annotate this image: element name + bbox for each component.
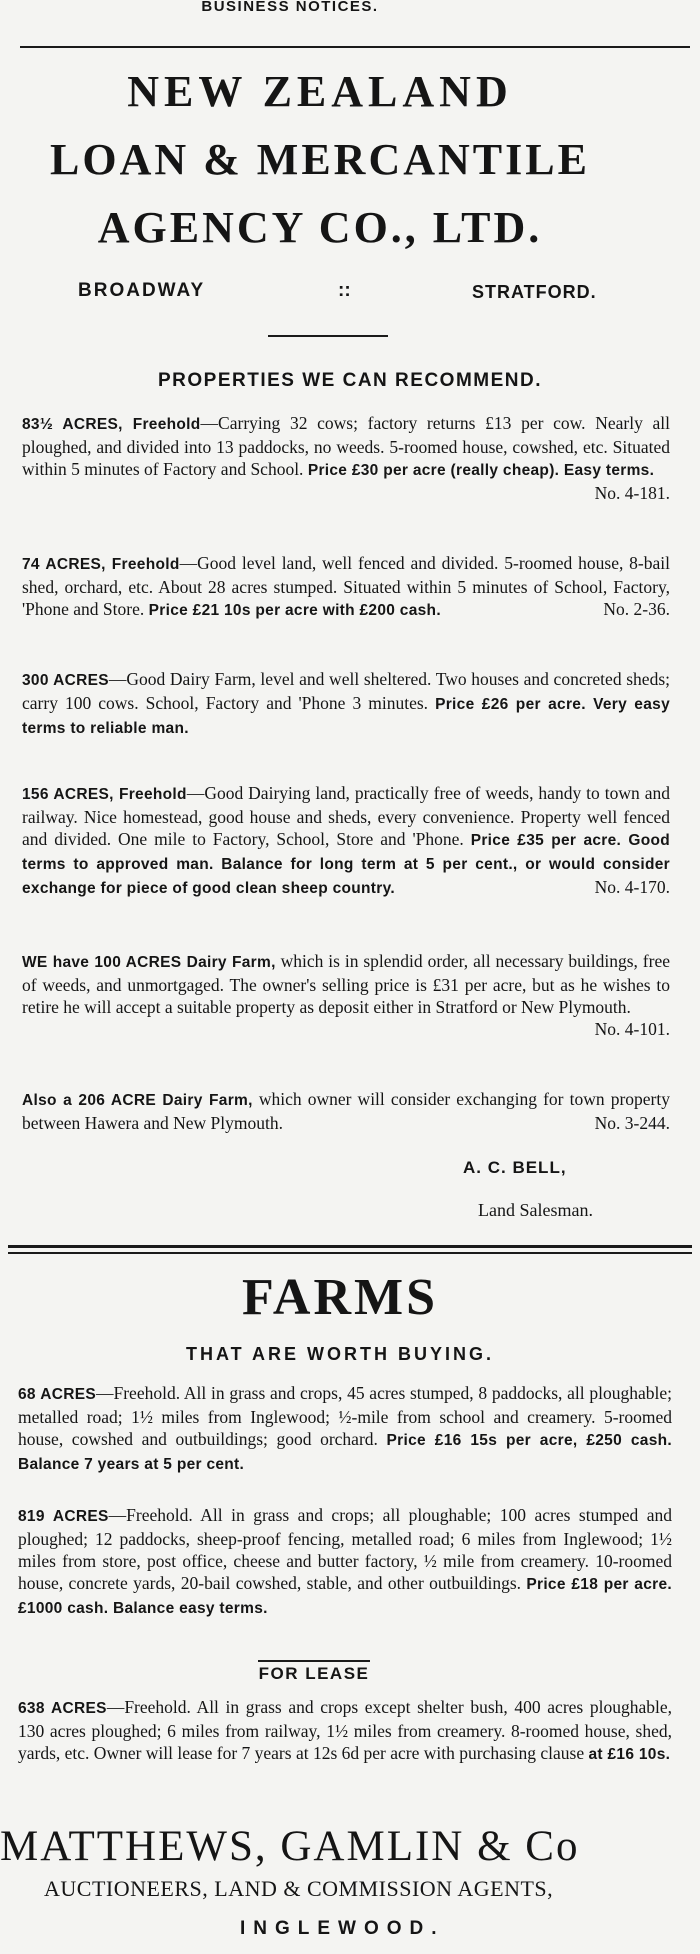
- ad1-short-rule: [268, 335, 388, 337]
- company-name-line3: AGENCY CO., LTD.: [97, 203, 543, 252]
- listing-lead: WE have 100 ACRES Dairy Farm,: [22, 954, 276, 971]
- listing-body: which owner will consider exchanging for town property between Hawera and New Plymouth.: [22, 1089, 670, 1133]
- section-header: BUSINESS NOTICES.: [201, 0, 379, 15]
- listing-100-acres: [22, 950, 670, 1040]
- firm-town: INGLEWOOD.: [240, 1918, 445, 1939]
- address-left: BROADWAY: [78, 280, 206, 301]
- for-lease-rule: [258, 1660, 370, 1662]
- lease-listing-638-acres: [18, 1696, 672, 1766]
- listing-body: —Good level land, well fenced and divided. 5-roomed house, 8-bail shed, orchard, etc. About 28 acres stumped. Situated within 5 minutes of School, Factory, 'Phone and Store.: [22, 553, 670, 619]
- listing-ref: No. 2-36.: [603, 599, 670, 619]
- listing-300-acres: [22, 668, 670, 740]
- listing-lead: 156 ACRES, Freehold: [22, 786, 187, 803]
- listing-body: —Freehold. All in grass and crops; all ploughable; 100 acres stumped and ploughed; 12 paddocks, sheep-proof fencing, metalled road; 6 miles from Inglewood; 1½ miles from store, post office, cheese and butter factory, ½ mile from creamery. 10-roomed house, concrete yards, 20-bail cowshed, stable, and other outbuildings.: [18, 1505, 672, 1593]
- listing-body: which is in splendid order, all necessary buildings, free of weeds, and unmortgaged. The owner's selling price is £31 per acre, but as he wishes to retire he will accept a suitable property as deposit either in Stratford or New Plymouth.: [22, 951, 671, 1017]
- firm-name: MATTHEWS, GAMLIN & Co: [0, 1823, 580, 1870]
- listing-lead: 74 ACRES, Freehold: [22, 556, 180, 573]
- listing-74-acres: [22, 552, 670, 622]
- header-rule: [20, 46, 690, 48]
- listing-body: —Freehold. All in grass and crops, 45 acres stumped, 8 paddocks, all ploughable; metalled road; 1½ miles from Inglewood; ½-mile from school and creamery. 5-roomed house, cowshed and outbuildings; good orchard.: [18, 1383, 672, 1449]
- farm-listing-819-acres: [18, 1504, 672, 1620]
- listing-83-acres: [22, 412, 670, 504]
- listing-price: Price £21 10s per acre with £200 cash.: [148, 602, 441, 619]
- company-name-line1: NEW ZEALAND: [127, 67, 513, 116]
- farms-subtitle: THAT ARE WORTH BUYING.: [186, 1344, 494, 1364]
- listing-ref: No. 3-244.: [594, 1113, 670, 1133]
- listing-lead: 83½ ACRES, Freehold: [22, 416, 201, 433]
- listing-price: Price £26 per acre. Very easy terms to reliable man.: [22, 696, 670, 737]
- listing-price: Price £16 15s per acre, £250 cash. Balance 7 years at 5 per cent.: [18, 1432, 672, 1473]
- address-right: STRATFORD.: [472, 282, 597, 302]
- signature-title: Land Salesman.: [478, 1200, 593, 1220]
- signature-name: A. C. BELL,: [463, 1158, 567, 1177]
- listing-lead: 819 ACRES: [18, 1508, 109, 1525]
- listing-156-acres: [22, 782, 670, 900]
- firm-role: AUCTIONEERS, LAND & COMMISSION AGENTS,: [44, 1876, 554, 1901]
- ad-separator-rule-bottom: [8, 1252, 692, 1254]
- ad1-subheading: PROPERTIES WE CAN RECOMMEND.: [157, 370, 543, 391]
- listing-ref: No. 4-181.: [594, 483, 670, 503]
- listing-lead: Also a 206 ACRE Dairy Farm,: [22, 1092, 253, 1109]
- listing-body: —Carrying 32 cows; factory returns £13 per cow. Nearly all ploughed, and divided into 13 paddocks, no weeds. 5-roomed house, cowshed, etc. Situated within 5 minutes of Factory and School.: [22, 413, 670, 479]
- listing-price: Price £30 per acre (really cheap). Easy terms.: [307, 462, 655, 479]
- address-separator: ::: [338, 280, 351, 301]
- listing-body: —Good Dairy Farm, level and well sheltered. Two houses and concreted sheds; carry 100 cows. School, Factory and 'Phone 3 minutes.: [22, 669, 670, 713]
- listing-price: Price £35 per acre. Good terms to approved man. Balance for long term at 5 per cent., or would consider exchange for piece of good clean sheep country.: [22, 832, 670, 897]
- listing-lead: 68 ACRES: [18, 1386, 96, 1403]
- farm-listing-68-acres: [18, 1382, 672, 1476]
- listing-ref: No. 4-170.: [594, 877, 670, 897]
- listing-price: at £16 10s.: [588, 1746, 671, 1763]
- listing-ref: No. 4-101.: [594, 1019, 670, 1039]
- listing-206-acres: [22, 1088, 670, 1134]
- company-name-line2: LOAN & MERCANTILE: [50, 135, 590, 184]
- for-lease-heading: FOR LEASE: [258, 1664, 370, 1683]
- ad-separator-rule-top: [8, 1245, 692, 1248]
- listing-lead: 300 ACRES: [22, 672, 109, 689]
- listing-lead: 638 ACRES: [18, 1700, 107, 1717]
- listing-body: —Freehold. All in grass and crops except shelter bush, 400 acres ploughable, 130 acres ploughed; 6 miles from railway, 1½ miles from creamery. 8-roomed house, shed, yards, etc. Owner will lease for 7 years at 12s 6d per acre with purchasing clause: [18, 1697, 672, 1763]
- listing-body: —Good Dairying land, practically free of weeds, handy to town and railway. Nice homestead, good house and sheds, every convenience. Property well fenced and divided. One mile to Factory, School, Store and 'Phone.: [22, 783, 670, 849]
- listing-price: Price £18 per acre. £1000 cash. Balance easy terms.: [18, 1576, 672, 1617]
- farms-title: FARMS: [241, 1269, 438, 1326]
